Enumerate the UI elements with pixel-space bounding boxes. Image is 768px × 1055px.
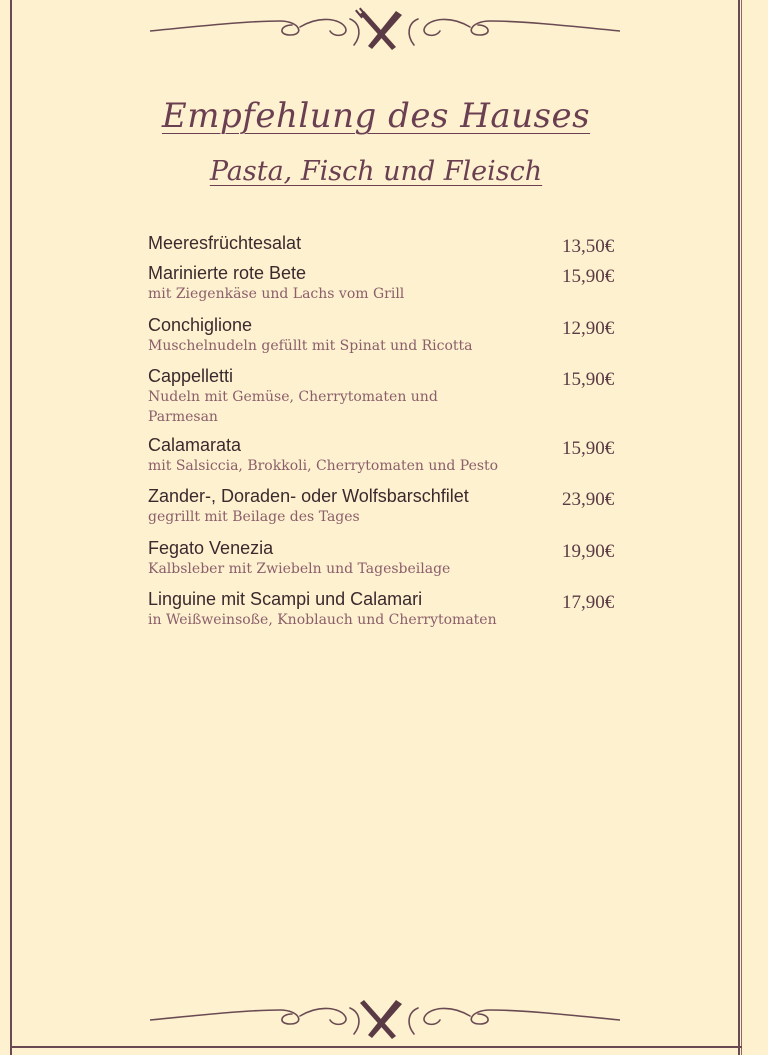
menu-item [148,314,615,356]
fork-knife-flourish-icon [150,5,620,55]
dish-price: 12,90€ [562,318,615,339]
dish-name: Linguine mit Scampi und Calamari [148,589,423,609]
dish-price: 13,50€ [562,236,615,257]
menu-item [148,537,615,579]
dish-price: 15,90€ [562,266,615,287]
menu-subtitle: Pasta, Fisch und Fleisch [209,156,543,187]
menu-item [148,485,615,527]
dish-description: Kalbsleber mit Zwiebeln und Tagesbeilage [148,561,451,577]
dish-name: Cappelletti [148,366,234,386]
dish-description: gegrillt mit Beilage des Tages [148,509,360,525]
fork-knife-flourish-icon [150,990,620,1040]
menu-item [148,588,615,630]
menu-item [148,232,615,257]
dish-name: Conchiglione [148,315,253,335]
dish-name: Fegato Venezia [148,538,274,558]
menu-item [148,434,615,476]
dish-name: Calamarata [148,435,242,455]
dish-description: in Weißweinsoße, Knoblauch und Cherrytomaten [148,612,497,628]
page-frame-bottom [10,1046,742,1048]
dish-description: Nudeln mit Gemüse, Cherrytomaten und Parmesan [148,389,438,425]
dish-description: mit Salsiccia, Brokkoli, Cherrytomaten und Pesto [148,458,499,474]
menu-title: Empfehlung des Hauses [161,96,591,136]
dish-name: Meeresfrüchtesalat [148,233,302,253]
dish-price: 15,90€ [562,438,615,459]
dish-price: 19,90€ [562,541,615,562]
dish-description: mit Ziegenkäse und Lachs vom Grill [148,286,405,302]
dish-price: 17,90€ [562,592,615,613]
menu-item [148,365,615,427]
dish-price: 23,90€ [562,489,615,510]
dish-price: 15,90€ [562,369,615,390]
menu-item [148,262,615,304]
dish-description: Muschelnudeln gefüllt mit Spinat und Ricotta [148,338,473,354]
dish-name: Marinierte rote Bete [148,263,307,283]
dish-name: Zander-, Doraden- oder Wolfsbarschfilet [148,486,469,506]
